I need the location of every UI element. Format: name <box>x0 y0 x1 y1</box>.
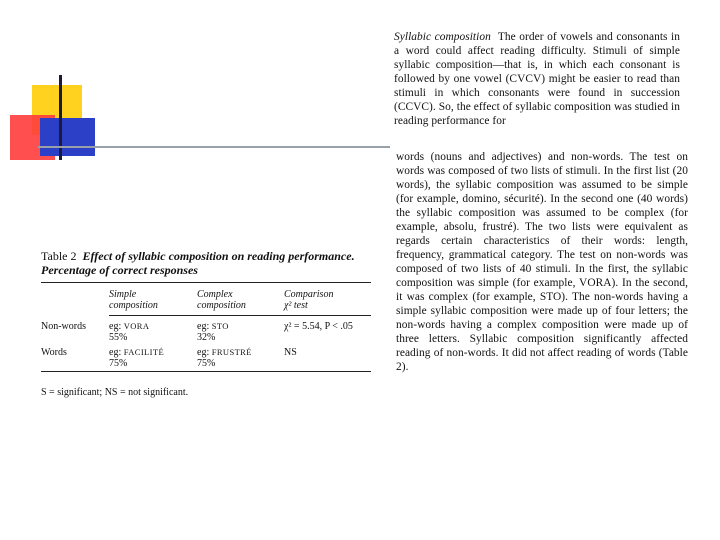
table-label: Table 2 <box>41 249 77 263</box>
row-label-nonwords: Non-words <box>41 321 86 332</box>
table-title <box>41 249 371 277</box>
cell-words-comparison: NS <box>284 347 297 358</box>
cell-nonwords-complex: eg: STO 32% <box>197 321 229 343</box>
table-note: S = significant; NS = not significant. <box>41 387 189 398</box>
results-table <box>41 249 371 399</box>
cell-nonwords-simple: eg: VORA 55% <box>109 321 150 343</box>
section-heading: Syllabic composition <box>394 31 491 43</box>
table-caption: Effect of syllabic composition on reading performance. Percentage of correct responses <box>41 249 355 277</box>
cell-nonwords-comparison: χ² = 5.54, P < .05 <box>284 321 353 332</box>
header-complex: Complex composition <box>197 289 246 311</box>
cell-words-simple: eg: FACILITÉ 75% <box>109 347 165 369</box>
blue-square-decoration <box>40 118 95 156</box>
row-label-words: Words <box>41 347 67 358</box>
table-bottom-rule <box>41 371 371 372</box>
header-rule <box>109 315 371 316</box>
header-comparison: Comparison χ² test <box>284 289 334 311</box>
cell-words-complex: eg: FRUSTRÉ 75% <box>197 347 252 369</box>
horizontal-rule-decoration <box>38 146 390 148</box>
table-grid <box>41 283 371 383</box>
top-paragraph-text: The order of vowels and consonants in a word could affect reading difficulty. Stimuli of simple syllabic composition—that is, in which each consonant is followed by one vowel (CVCV) might be easier to read than stimuli in which consonants were found in succession (CCVC). So, the effect of syllabic composition was studied in reading performance for <box>394 31 680 127</box>
header-simple: Simple composition <box>109 289 158 311</box>
bottom-paragraph: words (nouns and adjectives) and non-words. The test on words was composed of two lists of stimuli. In the first list (20 words), the syllabic composition was assumed to be simple (for example, domino, sécurité). In the second one (40 words) the syllabic composition was assumed to be complex (for example, absolu, frustré). The two lists were equivalent as regards certain characteristics of their words: length, frequency, grammatical category. The test on non-words was composed of two lists of 40 stimuli. In the first, the syllabic composition was simple (for example, VORA). In the second, it was complex (for example, STO). The non-words having a simple syllabic composition were made up of four letters; the non-words having a complex composition were made up of three letters. Syllabic composition significantly affected reading of non-words. It did not affect reading of words (Table 2). <box>396 151 688 373</box>
top-paragraph <box>394 30 680 128</box>
